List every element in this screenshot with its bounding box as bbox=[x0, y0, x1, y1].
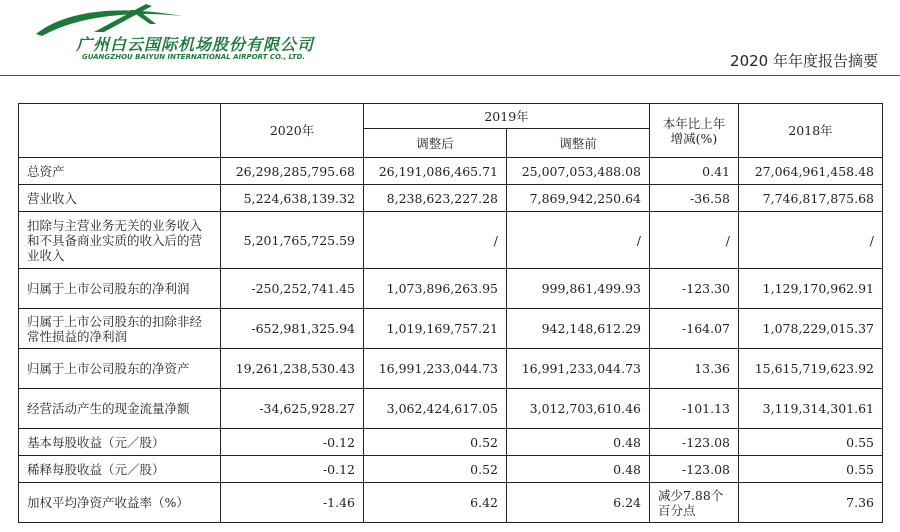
value-2018: / bbox=[739, 212, 883, 269]
value-change: -36.58 bbox=[650, 185, 739, 212]
row-label: 基本每股收益（元／股） bbox=[19, 429, 221, 456]
value-2019-adjusted: 3,062,424,617.05 bbox=[364, 389, 507, 429]
value-2018: 7,746,817,875.68 bbox=[739, 185, 883, 212]
company-name-cn: 广州白云国际机场股份有限公司 bbox=[76, 35, 315, 54]
value-2020: 26,298,285,795.68 bbox=[221, 158, 364, 185]
row-label: 扣除与主营业务无关的业务收入和不具备商业实质的收入后的营业收入 bbox=[19, 212, 221, 269]
value-2018: 1,129,170,962.91 bbox=[739, 269, 883, 309]
value-2019-before: 25,007,053,488.08 bbox=[507, 158, 650, 185]
header-blank bbox=[19, 104, 221, 158]
value-2020: 5,201,765,725.59 bbox=[221, 212, 364, 269]
value-2020: -1.46 bbox=[221, 483, 364, 523]
value-2018: 0.55 bbox=[739, 429, 883, 456]
table-row bbox=[19, 212, 883, 269]
value-2018: 27,064,961,458.48 bbox=[739, 158, 883, 185]
value-2019-before: / bbox=[507, 212, 650, 269]
value-2019-adjusted: 1,073,896,263.95 bbox=[364, 269, 507, 309]
company-name-en: GUANGZHOU BAIYUN INTERNATIONAL AIRPORT CO., LTD. bbox=[82, 53, 306, 61]
column-header-2019: 2019年 bbox=[364, 104, 650, 129]
value-2019-adjusted: 0.52 bbox=[364, 456, 507, 483]
value-2019-before: 6.24 bbox=[507, 483, 650, 523]
value-change: 减少7.88个百分点 bbox=[650, 483, 739, 523]
row-label: 稀释每股收益（元／股） bbox=[19, 456, 221, 483]
value-2019-before: 16,991,233,044.73 bbox=[507, 349, 650, 389]
column-header-change: 本年比上年增减(%) bbox=[650, 104, 739, 158]
value-2020: -0.12 bbox=[221, 429, 364, 456]
row-label: 总资产 bbox=[19, 158, 221, 185]
value-2018: 3,119,314,301.61 bbox=[739, 389, 883, 429]
row-label: 营业收入 bbox=[19, 185, 221, 212]
table-row bbox=[19, 185, 883, 212]
value-2019-adjusted: 1,019,169,757.21 bbox=[364, 309, 507, 349]
value-change: -123.08 bbox=[650, 429, 739, 456]
value-2018: 1,078,229,015.37 bbox=[739, 309, 883, 349]
value-change: -101.13 bbox=[650, 389, 739, 429]
value-2018: 7.36 bbox=[739, 483, 883, 523]
report-title: 2020 年年度报告摘要 bbox=[730, 52, 878, 70]
column-header-2018: 2018年 bbox=[739, 104, 883, 158]
value-2019-adjusted: / bbox=[364, 212, 507, 269]
value-2019-before: 0.48 bbox=[507, 429, 650, 456]
value-2019-before: 942,148,612.29 bbox=[507, 309, 650, 349]
value-change: 0.41 bbox=[650, 158, 739, 185]
column-header-2019-adjusted: 调整后 bbox=[364, 129, 507, 158]
value-change: -123.08 bbox=[650, 456, 739, 483]
financial-summary-table bbox=[18, 103, 883, 523]
value-change: 13.36 bbox=[650, 349, 739, 389]
table-row bbox=[19, 483, 883, 523]
value-2019-before: 999,861,499.93 bbox=[507, 269, 650, 309]
table-row bbox=[19, 309, 883, 349]
table-row bbox=[19, 158, 883, 185]
value-2020: 5,224,638,139.32 bbox=[221, 185, 364, 212]
value-2020: 19,261,238,530.43 bbox=[221, 349, 364, 389]
row-label: 归属于上市公司股东的净资产 bbox=[19, 349, 221, 389]
value-2020: -34,625,928.27 bbox=[221, 389, 364, 429]
table-row bbox=[19, 269, 883, 309]
table-row bbox=[19, 429, 883, 456]
value-2019-adjusted: 6.42 bbox=[364, 483, 507, 523]
value-2020: -652,981,325.94 bbox=[221, 309, 364, 349]
column-header-2019-before: 调整前 bbox=[507, 129, 650, 158]
report-header bbox=[0, 0, 900, 76]
value-2019-before: 0.48 bbox=[507, 456, 650, 483]
value-2020: -250,252,741.45 bbox=[221, 269, 364, 309]
value-2019-before: 3,012,703,610.46 bbox=[507, 389, 650, 429]
table-row bbox=[19, 349, 883, 389]
value-2018: 15,615,719,623.92 bbox=[739, 349, 883, 389]
row-label: 归属于上市公司股东的扣除非经常性损益的净利润 bbox=[19, 309, 221, 349]
column-header-2020: 2020年 bbox=[221, 104, 364, 158]
value-change: / bbox=[650, 212, 739, 269]
value-2018: 0.55 bbox=[739, 456, 883, 483]
value-change: -164.07 bbox=[650, 309, 739, 349]
value-2019-adjusted: 26,191,086,465.71 bbox=[364, 158, 507, 185]
header-divider bbox=[0, 75, 900, 76]
table-row bbox=[19, 389, 883, 429]
value-2020: -0.12 bbox=[221, 456, 364, 483]
row-label: 归属于上市公司股东的净利润 bbox=[19, 269, 221, 309]
table-row bbox=[19, 456, 883, 483]
value-2019-adjusted: 0.52 bbox=[364, 429, 507, 456]
row-label: 经营活动产生的现金流量净额 bbox=[19, 389, 221, 429]
row-label: 加权平均净资产收益率（%） bbox=[19, 483, 221, 523]
value-2019-before: 7,869,942,250.64 bbox=[507, 185, 650, 212]
value-change: -123.30 bbox=[650, 269, 739, 309]
value-2019-adjusted: 8,238,623,227.28 bbox=[364, 185, 507, 212]
value-2019-adjusted: 16,991,233,044.73 bbox=[364, 349, 507, 389]
